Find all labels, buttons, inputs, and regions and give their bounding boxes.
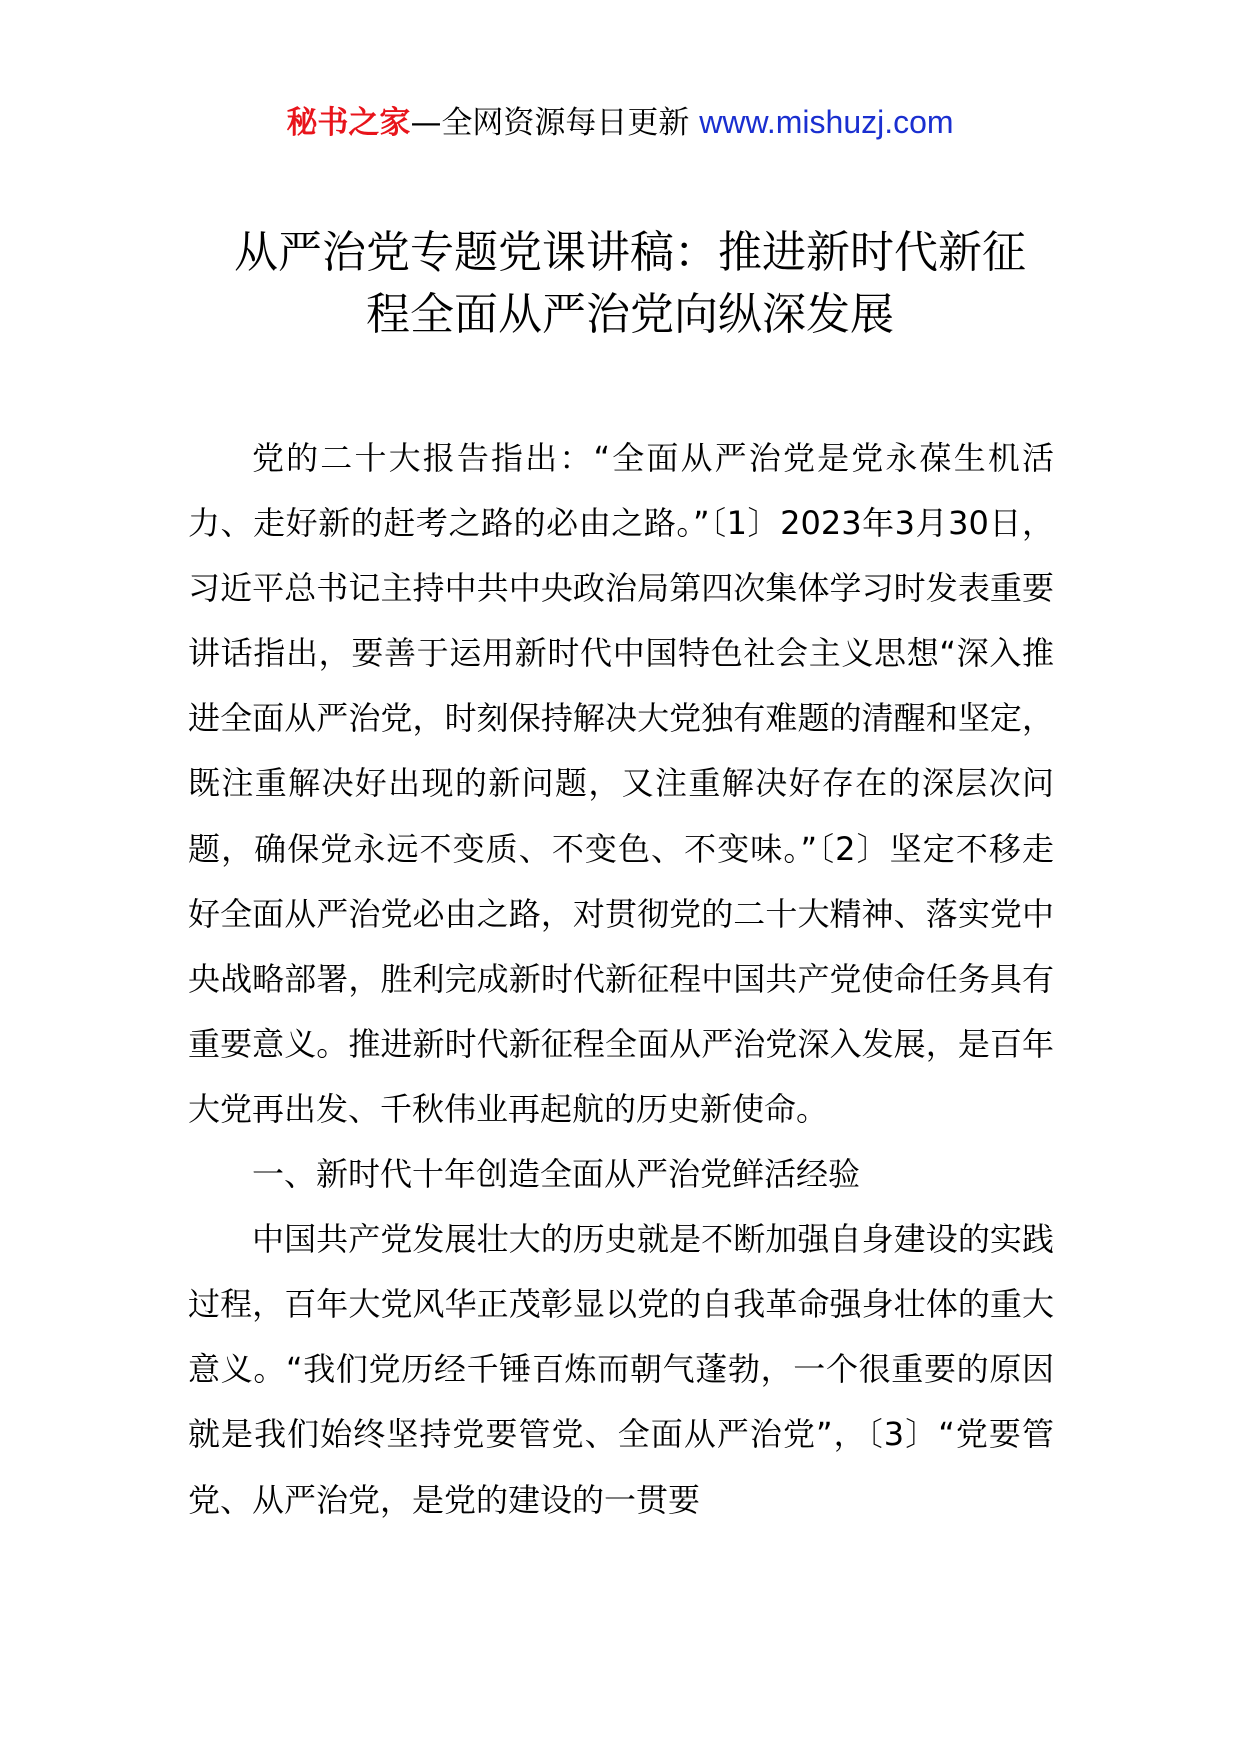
header-tagline: —全网资源每日更新 [410,105,690,141]
site-url-link[interactable]: www.mishuzj.com [699,104,954,140]
body-paragraph-intro: 党的二十大报告指出：“全面从严治党是党永葆生机活力、走好新的赶考之路的必由之路。”〔1〕2023年3月30日，习近平总书记主持中共中央政治局第四次集体学习时发表重要讲话指出，要善于运用新时代中国特色社会主义思想“深入推进全面从严治党，时刻保持解决大党独有难题的清醒和坚定，既注重解决好出现的新问题，又注重解决好存在的深层次问题，确保党永远不变质、不变色、不变味。”〔2〕坚定不移走好全面从严治党必由之路，对贯彻党的二十大精神、落实党中央战略部署，胜利完成新时代新征程中国共产党使命任务具有重要意义。推进新时代新征程全面从严治党深入发展，是百年大党再出发、千秋伟业再起航的历史新使命。 [188,439,1054,1128]
document-title [190,222,1070,346]
site-header [0,100,1240,145]
document-body [188,426,1054,1533]
body-paragraph-section-1: 中国共产党发展壮大的历史就是不断加强自身建设的实践过程，百年大党风华正茂彰显以党的自我革命强身壮体的重大意义。“我们党历经千锤百炼而朝气蓬勃，一个很重要的原因就是我们始终坚持党要管党、全面从严治党”，〔3〕“党要管党、从严治党，是党的建设的一贯要 [188,1220,1054,1519]
document-title-line-2: 程全面从严治党向纵深发展 [366,289,894,340]
section-heading-1: 一、新时代十年创造全面从严治党鲜活经验 [252,1155,861,1194]
brand-name: 秘书之家 [286,105,411,141]
document-title-line-1: 从严治党专题党课讲稿：推进新时代新征 [234,227,1026,278]
